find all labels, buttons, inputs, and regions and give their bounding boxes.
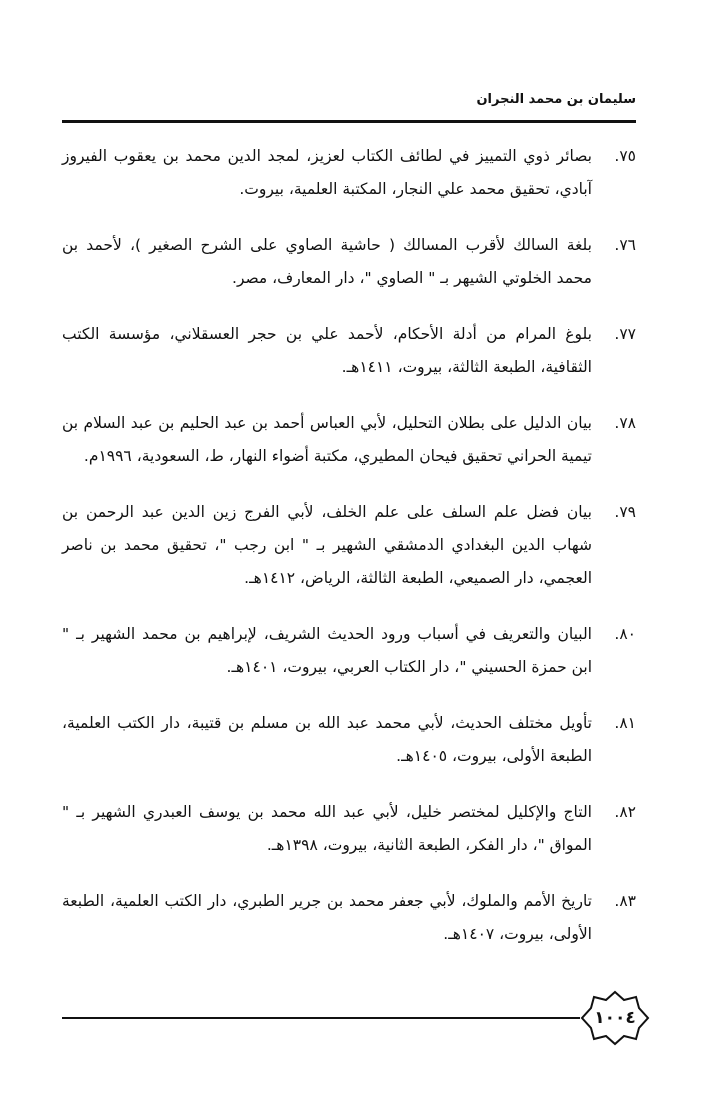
entry-number: ٧٩. <box>614 503 636 521</box>
page-number: ١٠٠٤ <box>594 1008 636 1028</box>
page-number-badge <box>580 990 650 1046</box>
bibliography-entry <box>62 318 636 384</box>
bibliography-entry <box>62 140 636 206</box>
entry-text: البيان والتعريف في أسباب ورود الحديث الشريف، لإبراهيم بن محمد الشهير بـ " ابن حمزة الحسيني "، دار الكتاب العربي، بيروت، ١٤٠١هـ. <box>62 625 592 676</box>
entry-text: بيان الدليل على بطلان التحليل، لأبي العباس أحمد بن عبد الحليم بن عبد السلام بن تيمية الحراني تحقيق فيحان المطيري، مكتبة أضواء النهار، ط، السعودية، ١٩٩٦م. <box>62 414 592 465</box>
entry-number: ٧٦. <box>614 236 636 254</box>
bibliography-list <box>62 140 636 974</box>
bibliography-entry <box>62 496 636 595</box>
entry-number: ٧٧. <box>614 325 636 343</box>
entry-text: بلوغ المرام من أدلة الأحكام، لأحمد علي بن حجر العسقلاني، مؤسسة الكتب الثقافية، الطبعة الثالثة، بيروت، ١٤١١هـ. <box>62 325 592 376</box>
bibliography-entry <box>62 229 636 295</box>
bibliography-entry <box>62 707 636 773</box>
entry-text: تأويل مختلف الحديث، لأبي محمد عبد الله بن مسلم بن قتيبة، دار الكتب العلمية، الطبعة الأولى، بيروت، ١٤٠٥هـ. <box>62 714 592 765</box>
entry-text: بلغة السالك لأقرب المسالك ( حاشية الصاوي على الشرح الصغير )، لأحمد بن محمد الخلوتي الشيهر بـ " الصاوي "، دار المعارف، مصر. <box>62 236 592 287</box>
footer-divider <box>62 1017 580 1019</box>
bibliography-entry <box>62 796 636 862</box>
entry-text: بيان فضل علم السلف على علم الخلف، لأبي الفرج زين الدين عبد الرحمن بن شهاب الدين البغدادي الدمشقي الشهير بـ " ابن رجب "، تحقيق محمد بن ناصر العجمي، دار الصميعي، الطبعة الثالثة، الرياض، ١٤١٢هـ. <box>62 503 592 587</box>
entry-number: ٨٣. <box>614 892 636 910</box>
bibliography-entry <box>62 618 636 684</box>
entry-text: التاج والإكليل لمختصر خليل، لأبي عبد الله محمد بن يوسف العبدري الشهير بـ " المواق "، دار الفكر، الطبعة الثانية، بيروت، ١٣٩٨هـ. <box>62 803 592 854</box>
entry-number: ٧٥. <box>614 147 636 165</box>
entry-number: ٨١. <box>614 714 636 732</box>
entry-number: ٧٨. <box>614 414 636 432</box>
entry-number: ٨٠. <box>614 625 636 643</box>
entry-text: بصائر ذوي التمييز في لطائف الكتاب لعزيز، لمجد الدين محمد بن يعقوب الفيروز آبادي، تحقيق محمد علي النجار، المكتبة العلمية، بيروت. <box>62 147 592 198</box>
running-header-title: سليمان بن محمد النجران <box>476 92 636 107</box>
entry-text: تاريخ الأمم والملوك، لأبي جعفر محمد بن جرير الطبري، دار الكتب العلمية، الطبعة الأولى، بيروت، ١٤٠٧هـ. <box>62 892 592 943</box>
entry-number: ٨٢. <box>614 803 636 821</box>
bibliography-entry <box>62 885 636 951</box>
header-divider <box>62 120 636 123</box>
bibliography-entry <box>62 407 636 473</box>
